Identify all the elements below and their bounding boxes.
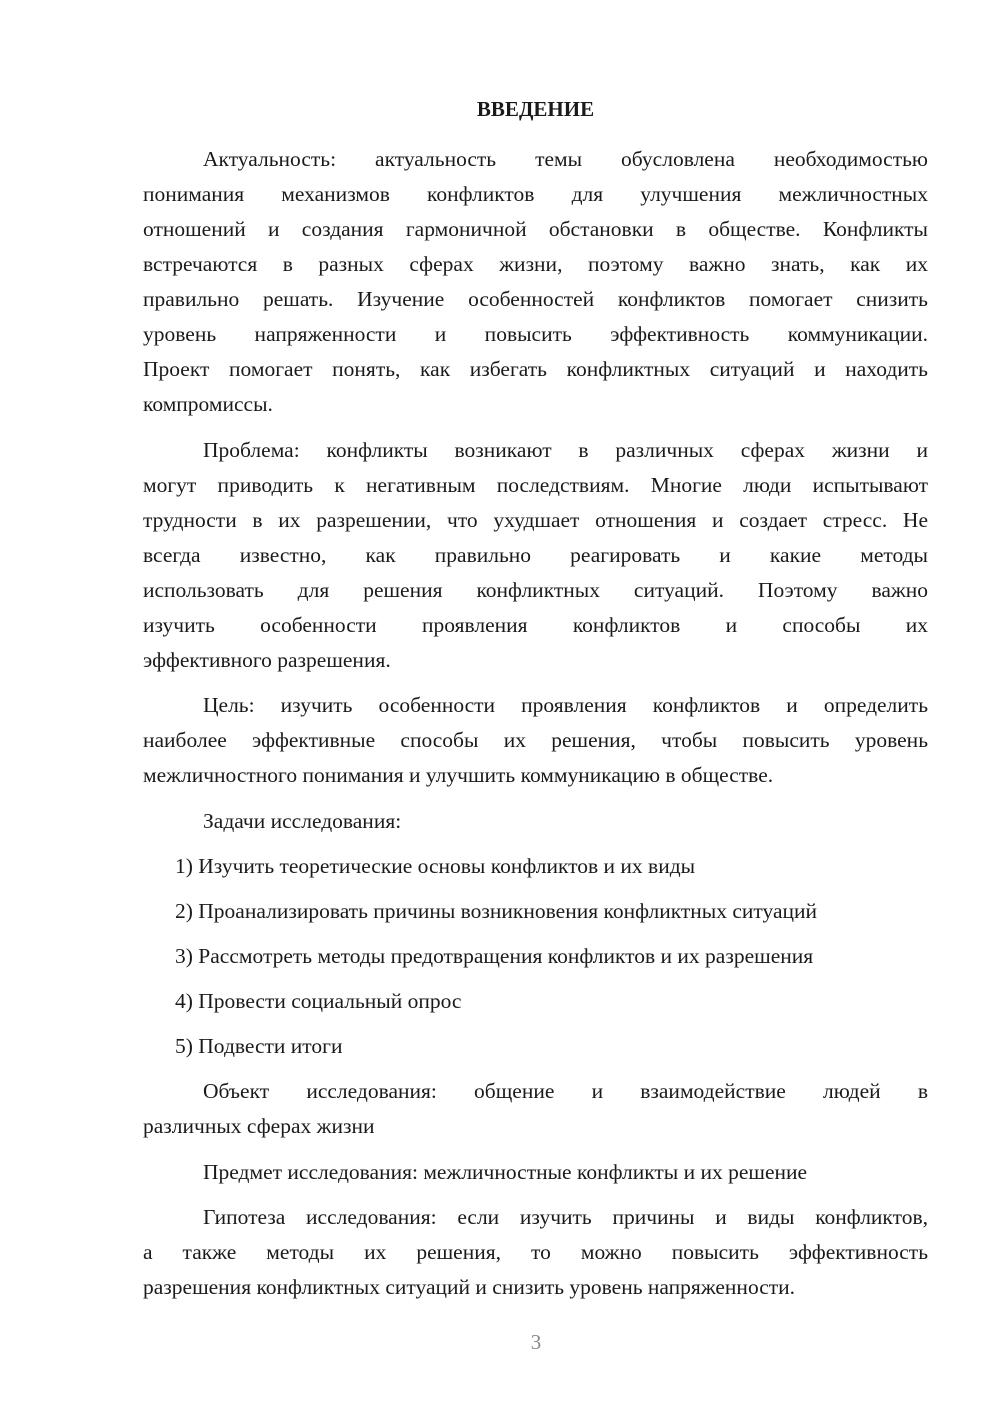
text-line: встречаются в разных сферах жизни, поэтому важно знать, как их xyxy=(143,252,928,276)
text-line: отношений и создания гармоничной обстановки в обществе. Конфликты xyxy=(143,217,928,241)
text-line: Проблема: конфликты возникают в различных сферах жизни и xyxy=(203,437,928,462)
paragraph xyxy=(143,1155,928,1190)
paragraph xyxy=(143,688,928,793)
paragraph xyxy=(143,1200,928,1305)
text-line: Проект помогает понять, как избегать конфликтных ситуаций и находить xyxy=(143,357,928,381)
text-line: Гипотеза исследования: если изучить причины и виды конфликтов, xyxy=(203,1205,928,1229)
research-paragraphs xyxy=(143,1074,928,1305)
text-line: наиболее эффективные способы их решения, чтобы повысить уровень xyxy=(143,728,928,752)
document-page xyxy=(143,92,928,1316)
text-line: правильно решать. Изучение особенностей конфликтов помогает снизить xyxy=(143,287,928,311)
text-line: изучить особенности проявления конфликтов и способы их xyxy=(143,612,928,637)
text-line: а также методы их решения, то можно повысить эффективность xyxy=(143,1240,928,1264)
task-item: 2) Проанализировать причины возникновения конфликтных ситуаций xyxy=(175,899,818,923)
text-line: Актуальность: актуальность темы обусловлена необходимостью xyxy=(203,147,928,171)
text-line: Задачи исследования: xyxy=(203,808,402,833)
text-line: трудности в их разрешении, что ухудшает отношения и создает стресс. Не xyxy=(143,507,928,532)
task-item: 1) Изучить теоретические основы конфликтов и их виды xyxy=(175,854,696,878)
text-line: уровень напряженности и повысить эффективность коммуникации. xyxy=(143,322,928,346)
text-line: Цель: изучить особенности проявления конфликтов и определить xyxy=(203,693,928,717)
text-line: понимания механизмов конфликтов для улучшения межличностных xyxy=(143,182,928,206)
text-line: межличностного понимания и улучшить коммуникацию в обществе. xyxy=(143,763,774,787)
page-number: 3 xyxy=(530,1330,542,1354)
text-line: компромиссы. xyxy=(143,392,273,416)
task-item: 5) Подвести итоги xyxy=(175,1034,343,1058)
text-line: использовать для решения конфликтных ситуаций. Поэтому важно xyxy=(143,577,928,602)
text-line: различных сферах жизни xyxy=(143,1114,375,1138)
text-line: Объект исследования: общение и взаимодействие людей в xyxy=(203,1079,928,1103)
task-item: 3) Рассмотреть методы предотвращения конфликтов и их разрешения xyxy=(175,944,814,968)
text-line: эффективного разрешения. xyxy=(143,647,391,672)
paragraph xyxy=(143,804,928,839)
section-title: ВВЕДЕНИЕ xyxy=(476,97,595,121)
paragraph xyxy=(143,433,928,678)
text-line: могут приводить к негативным последствиям. Многие люди испытывают xyxy=(143,472,928,497)
paragraph xyxy=(143,1074,928,1144)
text-line: Предмет исследования: межличностные конфликты и их решение xyxy=(203,1159,808,1184)
intro-paragraphs xyxy=(143,142,928,839)
task-list xyxy=(143,849,928,1064)
paragraph xyxy=(143,142,928,422)
task-item: 4) Провести социальный опрос xyxy=(175,989,462,1013)
text-line: всегда известно, как правильно реагировать и какие методы xyxy=(143,542,928,567)
text-line: разрешения конфликтных ситуаций и снизить уровень напряженности. xyxy=(143,1275,796,1299)
